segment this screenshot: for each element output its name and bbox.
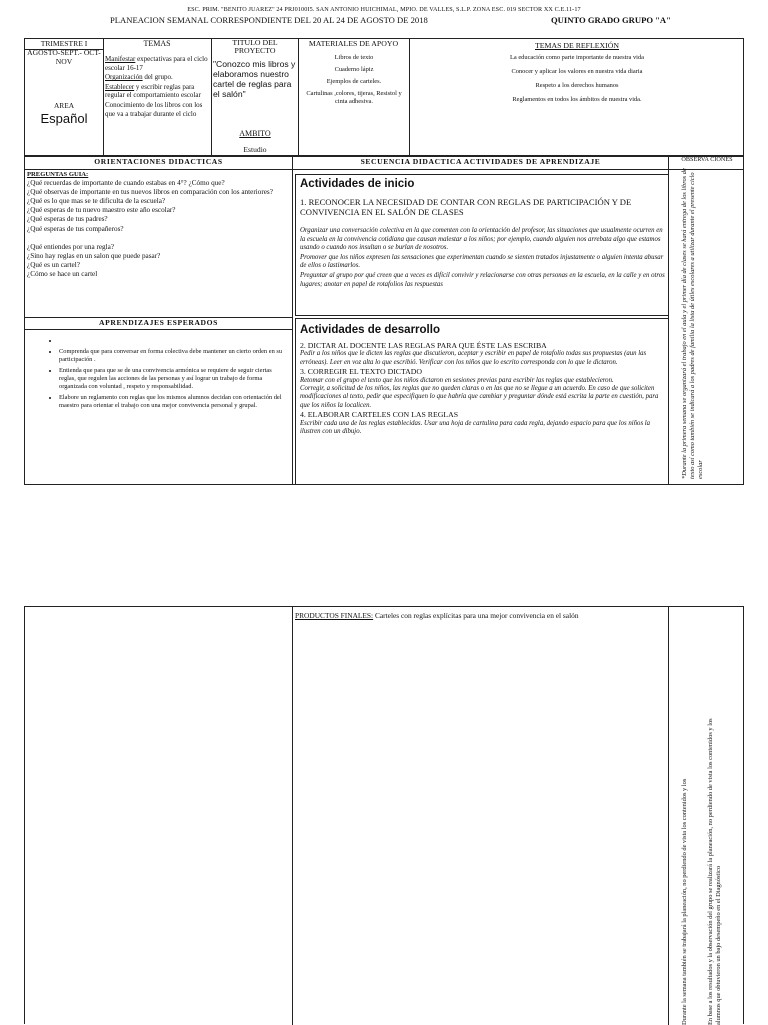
desarrollo-title: Actividades de desarrollo xyxy=(300,324,440,336)
planning-line: PLANEACION SEMANAL CORRESPONDIENTE DEL 20 AL 24 DE AGOSTO DE 2018 xyxy=(110,15,428,25)
desarrollo-list xyxy=(300,341,666,483)
inicio-paragraph: Preguntar al grupo por qué creen que a veces es difícil convivir y relacionarse con otras personas en la escuela, en la calle y en otros lugares; anotar en papel de rotafolios las respuestas xyxy=(300,271,665,288)
desarrollo-step-text: Retomar con el grupo el texto que los niños dictaron en sesiones previas para escribir las reglas que establecieron. xyxy=(300,376,614,384)
side-note-1: Durante la semana también se trabajará la planeación, no perdiendo de vista los contenidos y los xyxy=(681,778,688,1025)
observaciones-title: OBSERVA CIONES xyxy=(681,156,733,163)
material-item: Cuaderno lápiz xyxy=(334,66,374,73)
aprendizaje-item: • Elabore un reglamento con reglas que los mismos alumnos decidan con orientación del maestro para orientar el trabajo con una mejor convivencia personal y grupal. xyxy=(59,394,285,410)
tema-keyword: Establecer xyxy=(105,82,135,91)
reflexion-item: Conocer y aplicar los valores en nuestra vida diaria xyxy=(511,68,643,75)
middle-table xyxy=(24,156,744,485)
secuencia-title: SECUENCIA DIDACTICA ACTIVIDADES DE APRENDIZAJE xyxy=(360,157,601,166)
ambito-value: Estudio xyxy=(243,145,267,154)
tema-item xyxy=(105,83,209,100)
pregunta-item: ¿Qué entiendes por una regla? xyxy=(27,242,115,251)
desarrollo-step-text: Corregir, a solicitud de los niños, las reglas que no queden claras o en las que no se llegue a un acuerdo. En caso de que soliciten modificaciones al texto, pedir que especifiquen lo que habría que cambiar y preguntar dónde está escrita la parte en cuestión, para que los niños la localicen. xyxy=(300,385,659,409)
preguntas-list xyxy=(27,179,289,279)
tema-text: y escribir reglas para regular el comportamiento escolar xyxy=(105,82,201,100)
grade-line: QUINTO GRADO GRUPO "A" xyxy=(551,15,671,25)
tema-item xyxy=(105,101,209,118)
tema-item xyxy=(105,55,209,72)
school-header-line: ESC. PRIM. "BENITO JUAREZ" 24 PRJ0100I5. SAN ANTONIO HUICHIMAL, MPIO. DE VALLES, S.L.P. ZONA ESC. 019 SECTOR XX C.E.11-17 xyxy=(187,6,581,13)
inicio-paragraphs xyxy=(300,227,666,290)
aprendizaje-item xyxy=(59,337,285,345)
orientaciones-title: ORIENTACIONES DIDACTICAS xyxy=(94,157,223,166)
desarrollo-step-heading: 4. ELABORAR CARTELES CON LAS REGLAS xyxy=(300,410,459,420)
area-value: Español xyxy=(40,111,88,126)
pregunta-item: ¿Qué esperas de tus padres? xyxy=(27,215,108,224)
pregunta-item: ¿Sino hay reglas en un salon que puede pasar? xyxy=(27,251,161,260)
bottom-table xyxy=(24,606,744,1024)
materiales-list xyxy=(301,54,407,110)
aprendizaje-item: • Entienda que para que se de una convivencia armónica se requiere de seguir ciertas reglas, que regulen las acciones de las personas y así lograr un trabajo de forma organizada con voluntad , respeto y responsabilidad. xyxy=(59,367,285,391)
pregunta-item: ¿Qué esperas de tu nuevo maestro este año escolar? xyxy=(27,206,176,215)
inicio-box xyxy=(295,174,668,316)
side-note-2: En base a los resultados y la observación del grupo se realizará la planeación, no perdiendo de vista los contenidos y los xyxy=(707,718,714,1025)
material-item: Cartulinas ,colores, tijeras, Resistol y cinta adhesiva. xyxy=(306,90,402,105)
tema-text: Conocimiento de los libros con los que va a trabajar durante el ciclo xyxy=(105,100,203,118)
inicio-step: 1. RECONOCER LA NECESIDAD DE CONTAR CON REGLAS DE PARTICIPACIÓN Y DE CONVIVENCIA EN EL SALÓN DE CLASES xyxy=(300,197,632,217)
ambito-title: AMBITO xyxy=(239,129,271,138)
pregunta-item: ¿Cómo se hace un cartel xyxy=(27,269,98,278)
material-item: Libros de texto xyxy=(334,54,374,61)
temas-list xyxy=(105,55,209,155)
observaciones-note: *Durante la primera semana se organizará el trabajo en el aula y el primer día de clases se hará entrega de los libros de texto así como también se indicará a los padres de familia la lista de útiles escolares a utilizar durante el presente ciclo escolar xyxy=(681,168,704,479)
desarrollo-step-heading: 3. CORREGIR EL TEXTO DICTADO xyxy=(300,367,423,377)
aprendizajes-block xyxy=(45,337,285,413)
inicio-title: Actividades de inicio xyxy=(300,178,415,190)
inicio-paragraph: Organizar una conversación colectiva en la que comenten con la orientación del profesor, las situaciones que usualmente ocurren en la escuela en la convivencia cotidiana que causan malestar a los niños; por ejemplo, cuando alguien nos arrebata algo que estamos usando o cuando nos insultan o se burlan de nosotros. xyxy=(300,227,663,252)
pregunta-item: ¿Qué esperas de tus compañeros? xyxy=(27,224,124,233)
aprendizajes-list xyxy=(45,337,285,410)
area-label: AREA xyxy=(53,101,75,110)
titulo-title: TITULO DEL PROYECTO xyxy=(232,38,278,56)
reflexion-item: La educación como parte importante de nuestra vida xyxy=(510,54,644,61)
trimestre-cell: TRIMESTRE I AGOSTO-SEPT.- OCT- NOV xyxy=(27,39,101,66)
pregunta-item: ¿Qué observas de importante en tus nuevos libros en comparación con los anteriores? xyxy=(27,188,273,197)
pregunta-item: ¿Qué recuerdas de importante de cuando estabas en 4°? ¿Cómo que? xyxy=(27,179,225,188)
material-item: Ejemplos de carteles. xyxy=(326,78,382,85)
aprendizaje-item: • Comprenda que para conversar en forma colectiva debe mantener un cierto orden en su participación . xyxy=(59,348,285,364)
pregunta-item: ¿Qué es lo que mas se te dificulta de la escuela? xyxy=(27,197,166,206)
inicio-paragraph: Promover que los niños expresen las sensaciones que experimentan cuando se sienten tratados injustamente o alguien intenta abusar de ellos o lastimarlos. xyxy=(300,253,664,270)
reflexion-item: Respeto a los derechos humanos xyxy=(535,82,619,89)
desarrollo-box xyxy=(295,318,668,484)
tema-text: del grupo. xyxy=(142,73,173,82)
tema-text: expectativas para el ciclo escolar 16-17 xyxy=(105,55,208,72)
tema-keyword: Manifestar xyxy=(105,55,136,63)
titulo-text: "Conozco mis libros y elaboramos nuestro cartel de reglas para el salón" xyxy=(213,59,296,99)
top-table xyxy=(24,38,744,156)
tema-item xyxy=(105,73,209,82)
pregunta-item: ¿Qué es un cartel? xyxy=(27,260,80,269)
pregunta-item xyxy=(27,234,289,243)
desarrollo-step-heading: 2. DICTAR AL DOCENTE LAS REGLAS PARA QUE ÉSTE LAS ESCRIBA xyxy=(300,341,547,350)
reflexion-item: Reglamentos en todos los ámbitos de nuestra vida. xyxy=(512,96,642,103)
preguntas-title: PREGUNTAS GUIA: xyxy=(27,171,89,178)
temas-title: TEMAS xyxy=(143,39,171,48)
side-note-3: alumnos que obtuvieron un bajo desempeño en el Diagnóstico xyxy=(715,865,722,1025)
desarrollo-step-text: Escribir cada una de las reglas establecidas. Usar una hoja de cartulina para cada regla, dejando espacio para que los niños la ilustren con un dibujo. xyxy=(300,419,651,436)
reflexion-title: TEMAS DE REFLEXIÓN xyxy=(534,41,620,50)
productos-label: PRODUCTOS FINALES: xyxy=(295,611,374,620)
productos-text: Carteles con reglas explícitas para una mejor convivencia en el salón xyxy=(373,611,579,620)
reflexion-list xyxy=(411,54,743,110)
aprendizajes-title: APRENDIZAJES ESPERADOS xyxy=(99,318,218,327)
tema-keyword: Organización xyxy=(105,73,143,82)
desarrollo-step-text: Pedir a los niños que le dicten las reglas que discutieron, aceptar y escribir en papel de rotafolio todas sus propuestas (aun las erróneas). Leer en voz alta lo que escribió. Verificar con los niños que lo escrito corresponda con lo que le dictaron. xyxy=(300,350,647,366)
materiales-title: MATERIALES DE APOYO xyxy=(308,39,399,48)
productos-finales xyxy=(295,611,663,620)
preguntas-block xyxy=(27,170,289,279)
